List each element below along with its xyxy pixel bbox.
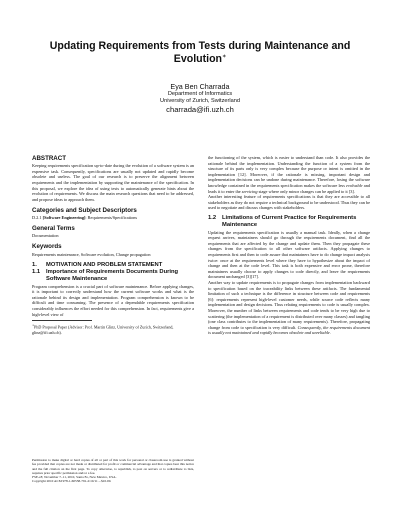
- section-1-1-number: 1.1: [32, 269, 41, 276]
- permission-block: [32, 458, 194, 484]
- section-1-title: MOTIVATION AND PROBLEM STATEMENT: [46, 261, 163, 268]
- section-1-2-emphasis: Consequently, the requirements document is usually not maintained and rapidly becomes obsolete and unreliable.: [208, 324, 370, 336]
- section-1-2-para-1: Updating the requirements specification is usually a manual task. Ideally, when a change request arrives, maintainers should go through the requirements document, find all the requirements that are affected by the change and update them. Then they propagate these changes from the specification to all other software artifacts. Applying changes to requirements first and then to code assure that maintainers have to do change impact analysis twice: once at the requirements level where they have to hypothesize about the impact of change and then at the code level. This task is both expensive and error prone, therefore maintainers usually choose to apply changes to code directly, and leave the requirements document unchanged [3][17].: [208, 229, 370, 280]
- section-1-2-heading: [208, 215, 370, 228]
- section-1-number: 1.: [32, 261, 37, 268]
- section-1-2-para-2: Another way to update requirements is to propagate changes from implementation backward to specification based on the traceability links between these artifacts. The fundamental limitation of such a technique is the difference in structure between code and requirements [6]: requirements represent high-level customer needs, while source code reflects many implementation and design decisions. Thus relating requirements to code is usually complex. Moreover, the number of links between requirements and code tends to be very high due to scattering (the implementation of a requirement is distributed over many classes) and tangling (one class contributes to the implementation of many requirements). Therefore, propagating change from code to specification is very difficult. Consequently, the requirements document is usually not maintained and rapidly becomes obsolete and unreliable.: [208, 279, 370, 336]
- author-department: Department of Informatics: [167, 91, 233, 97]
- permission-copyright: Copyright 2010 ACM 978-1-60558-791-2/10/11 ...$10.00.: [32, 479, 112, 484]
- permission-text: Permission to make digital or hard copies of all or part of this work for personal or classroom use is granted without fee provided that copies are not made or distributed for profit or commercial advantage and that copies bear this notice and the full citation on the first page. To copy otherwise, to republish, to post on servers or to redistribute to lists, requires prior specific permission and/or a fee.: [32, 458, 194, 475]
- general-terms-heading: General Terms: [32, 225, 75, 233]
- author-name: Eya Ben Charrada: [170, 82, 230, 91]
- evolvable-term: evolvable: [346, 182, 363, 188]
- permission-venue-rest: November 7–11, 2010, Santa Fe, New Mexico, USA.: [44, 475, 117, 480]
- abstract-heading: ABSTRACT: [32, 155, 67, 162]
- keywords-text: Requirements maintenance, Software evolution, Change propagation: [32, 251, 151, 257]
- general-terms-text: Documentation: [32, 233, 59, 239]
- paper-title: [30, 40, 370, 66]
- section-1-1-heading: [32, 269, 194, 282]
- categories-rest: : Requirements/Specifications: [85, 215, 138, 221]
- author-block: [100, 82, 300, 115]
- right-para-1: the functioning of the system, which is easier to understand than code. It also provides the rationale behind the implementation. Understanding the function of a system from the structure of its parts only is very complex because the purpose or intent is omitted in the implementation [12]. Moreover, if the rationale is missing, important design and implementation decisions can be undone during maintenance. Therefore, losing the software knowledge contained in the requirements specification makes the software less evolvable and leads it to enter the servicing stage where only minor changes can be applied to it [3].: [208, 155, 370, 194]
- section-1-1-text: Program comprehension is a crucial part of software maintenance. Before applying changes, it is important to correctly understand how the current software works and what is the rationale behind its design and implementation. Program comprehension is known to be difficult and time consuming. The presence of a dependable requirements specification considerably influences the effort needed for this comprehension. In fact, requirements give a high-level view of: [32, 283, 194, 317]
- footnote-mark: ∗: [32, 323, 35, 328]
- right-para-2: Another interesting feature of requirements specifications is that they are accessible to all stakeholders as they do not require a technical background to be understood. Thus they can be used to negotiate and discuss changes with stakeholders.: [208, 194, 370, 211]
- section-1-2-title: Limitations of Current Practice for Requirements Maintenance: [222, 215, 357, 229]
- footnote-rule: [32, 320, 92, 321]
- author-university: University of Zurich, Switzerland: [160, 98, 240, 104]
- categories-bold: [Software Engineering]: [42, 215, 86, 221]
- servicing-term: servicing: [241, 188, 258, 194]
- permission-venue: FSE-18,: [32, 475, 44, 480]
- paper-title-text: Updating Requirements from Tests during Maintenance and Evolution: [49, 40, 351, 65]
- left-column: [32, 155, 194, 335]
- title-footnote-mark: ∗: [222, 53, 227, 60]
- author-email: charrada@ifi.uzh.ch: [166, 105, 234, 114]
- abstract-text: Keeping requirements specification up-to-date during the evolution of a software system is an expensive task. Consequently, specifications are usually not updated and rapidly become obsolete and useless. The goal of our research is to preserve the alignment between requirements and the implementation by supporting the maintenance of the specification. In this proposal, we explore the idea of using tests to automatically generate hints about the evolution of requirements. We discuss the main research questions that need to be addressed, and propose ideas to approach them.: [32, 163, 194, 202]
- footnote: [32, 323, 194, 335]
- section-1-1-title: Importance of Requirements Documents During Software Maintenance: [46, 269, 179, 282]
- right-column: [208, 155, 370, 336]
- keywords-heading: Keywords: [32, 243, 62, 251]
- categories-heading: Categories and Subject Descriptors: [32, 206, 137, 214]
- categories-code: D.2.1: [32, 215, 42, 221]
- section-1-heading: [32, 262, 194, 269]
- footnote-text: PhD Proposal Paper (Advisor: Prof. Martin Glinz, University of Zurich, Switzerland, glinz@ifi.uzh.ch).: [32, 324, 174, 335]
- section-1-2-number: 1.2: [208, 215, 217, 222]
